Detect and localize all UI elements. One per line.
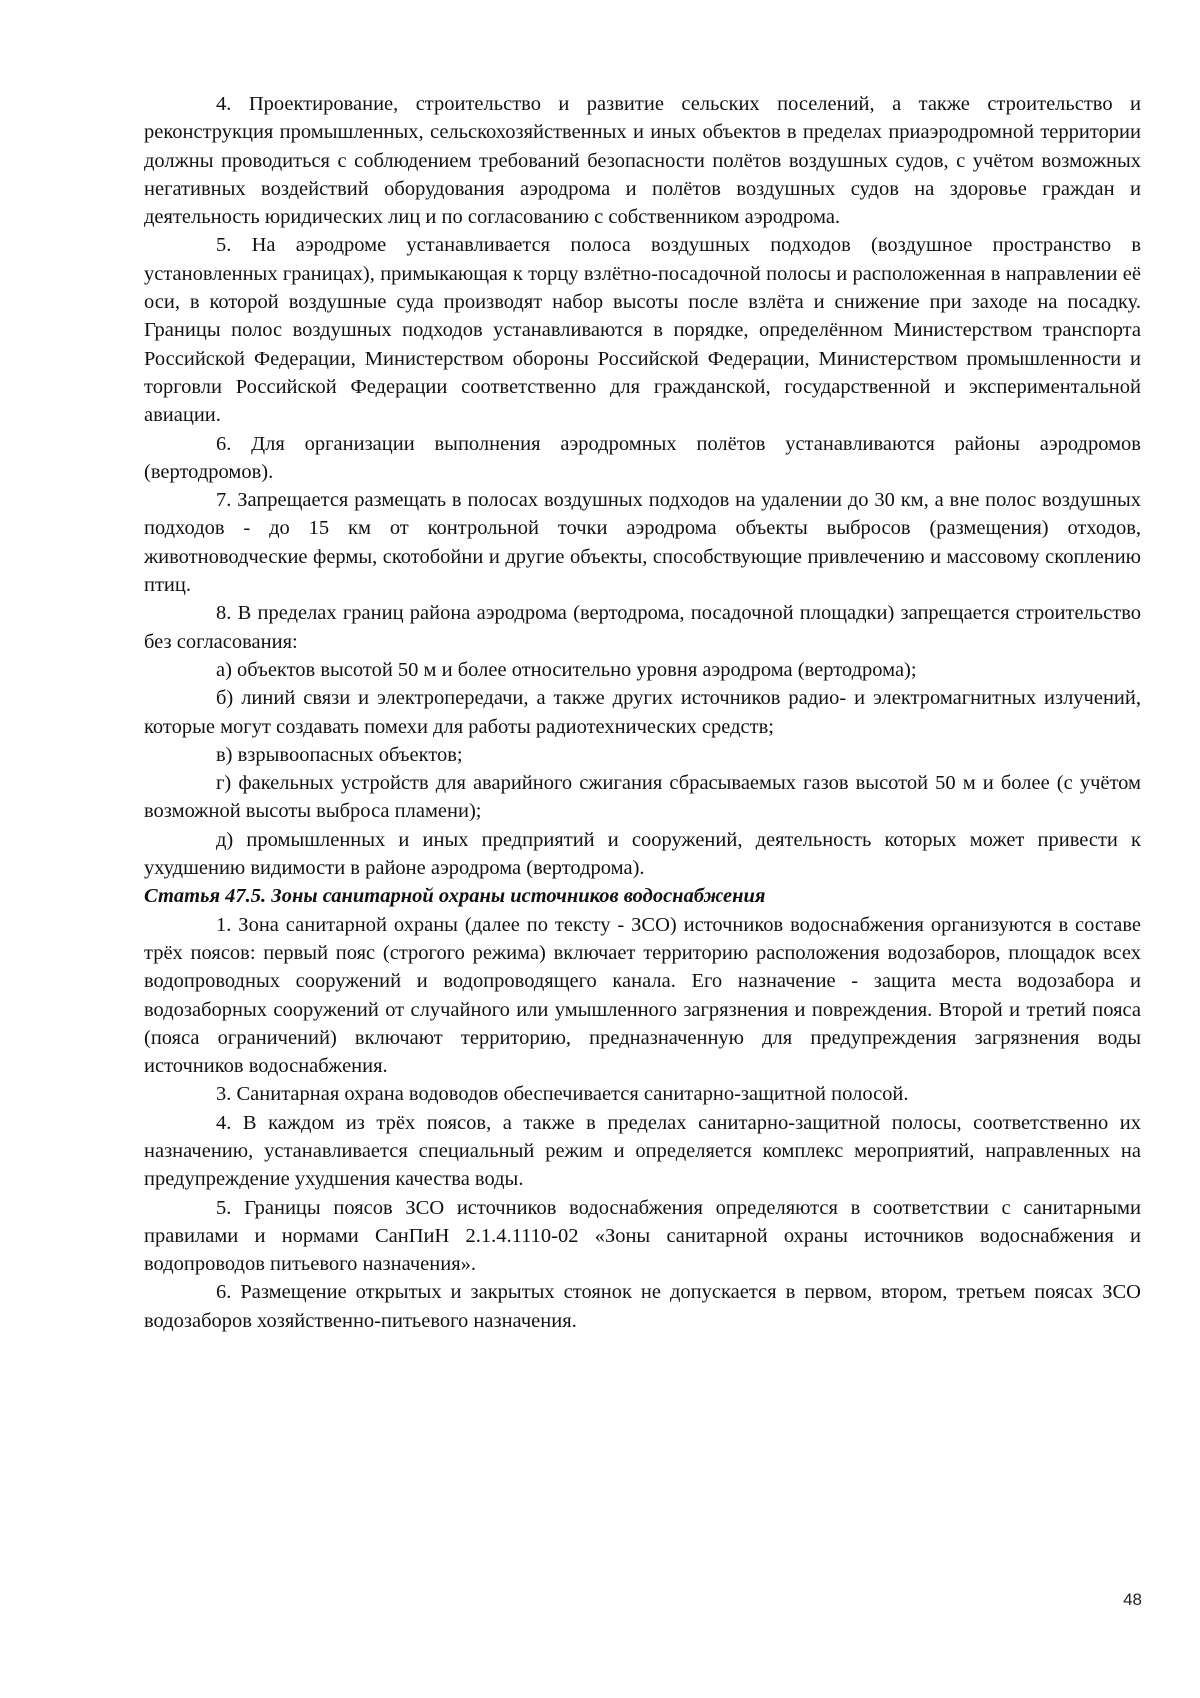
subitem-v: в) взрывоопасных объектов;	[216, 743, 463, 766]
paragraph-item-6-aerodrome-areas: 6. Для организации выполнения аэродромных полётов устанавливаются районы аэродромов (вертодромов).	[144, 432, 1141, 483]
paragraph-zso-6: 6. Размещение открытых и закрытых стоянок не допускается в первом, втором, третьем поясах ЗСО водозаборов хозяйственно-питьевого назначения.	[144, 1281, 1141, 1332]
paragraph-zso-1: 1. Зона санитарной охраны (далее по тексту - ЗСО) источников водоснабжения организуются в составе трёх поясов: первый пояс (строгого режима) включает территорию расположения водозаборов, площадок всех водопроводных сооружений и водопроводящего канала. Его назначение - защита места водозабора и водозаборных сооружений от случайного или умышленного загрязнения и повреждения. Второй и третий пояса (пояса ограничений) включают территорию, предназначенную для предупреждения загрязнения воды источников водоснабжения.	[144, 913, 1141, 1078]
paragraph-item-4-design: 4. Проектирование, строительство и развитие сельских поселений, а также строительство и реконструкция промышленных, сельскохозяйственных и иных объектов в пределах приаэродромной территории должны проводиться с соблюдением требований безопасности полётов воздушных судов, с учётом возможных негативных воздействий оборудования аэродрома и полётов воздушных судов на здоровье граждан и деятельность юридических лиц и по согласованию с собственником аэродрома.	[144, 93, 1141, 229]
paragraph-item-8-construction: 8. В пределах границ района аэродрома (вертодрома, посадочной площадки) запрещается строительство без согласования:	[144, 602, 1141, 653]
article-heading: Статья 47.5. Зоны санитарной охраны источников водоснабжения	[144, 885, 766, 908]
paragraph-zso-3: 3. Санитарная охрана водоводов обеспечивается санитарно-защитной полосой.	[216, 1083, 909, 1106]
page-number: 48	[1123, 1590, 1142, 1609]
subitem-b: б) линий связи и электропередачи, а также других источников радио- и электромагнитных излучений, которые могут создавать помехи для работы радиотехнических средств;	[144, 687, 1141, 738]
subitem-a: а) объектов высотой 50 м и более относительно уровня аэродрома (вертодрома);	[216, 658, 917, 681]
subitem-d: д) промышленных и иных предприятий и сооружений, деятельность которых может привести к ухудшению видимости в районе аэродрома (вертодрома).	[144, 828, 1141, 880]
document-body	[144, 90, 1141, 1335]
subitem-g: г) факельных устройств для аварийного сжигания сбрасываемых газов высотой 50 м и более (с учётом возможной высоты выброса пламени);	[144, 772, 1141, 823]
paragraph-zso-5: 5. Границы поясов ЗСО источников водоснабжения определяются в соответствии с санитарными правилами и нормами СанПиН 2.1.4.1110-02 «Зоны санитарной охраны источников водоснабжения и водопроводов питьевого назначения».	[144, 1196, 1141, 1276]
paragraph-item-5-approach-strip: 5. На аэродроме устанавливается полоса воздушных подходов (воздушное пространство в установленных границах), примыкающая к торцу взлётно-посадочной полосы и расположенная в направлении её оси, в которой воздушные суда производят набор высоты после взлёта и снижение при заходе на посадку. Границы полос воздушных подходов устанавливаются в порядке, определённом Министерством транспорта Российской Федерации, Министерством обороны Российской Федерации, Министерством промышленности и торговли Российской Федерации соответственно для гражданской, государственной и экспериментальной авиации.	[144, 234, 1141, 427]
paragraph-zso-4: 4. В каждом из трёх поясов, а также в пределах санитарно-защитной полосы, соответственно их назначению, устанавливается специальный режим и определяется комплекс мероприятий, направленных на предупреждение ухудшения качества воды.	[144, 1111, 1141, 1191]
paragraph-item-7-prohibitions: 7. Запрещается размещать в полосах воздушных подходов на удалении до 30 км, а вне полос воздушных подходов - до 15 км от контрольной точки аэродрома объекты выбросов (размещения) отходов, животноводческие фермы, скотобойни и другие объекты, способствующие привлечению и массовому скоплению птиц.	[144, 489, 1141, 597]
